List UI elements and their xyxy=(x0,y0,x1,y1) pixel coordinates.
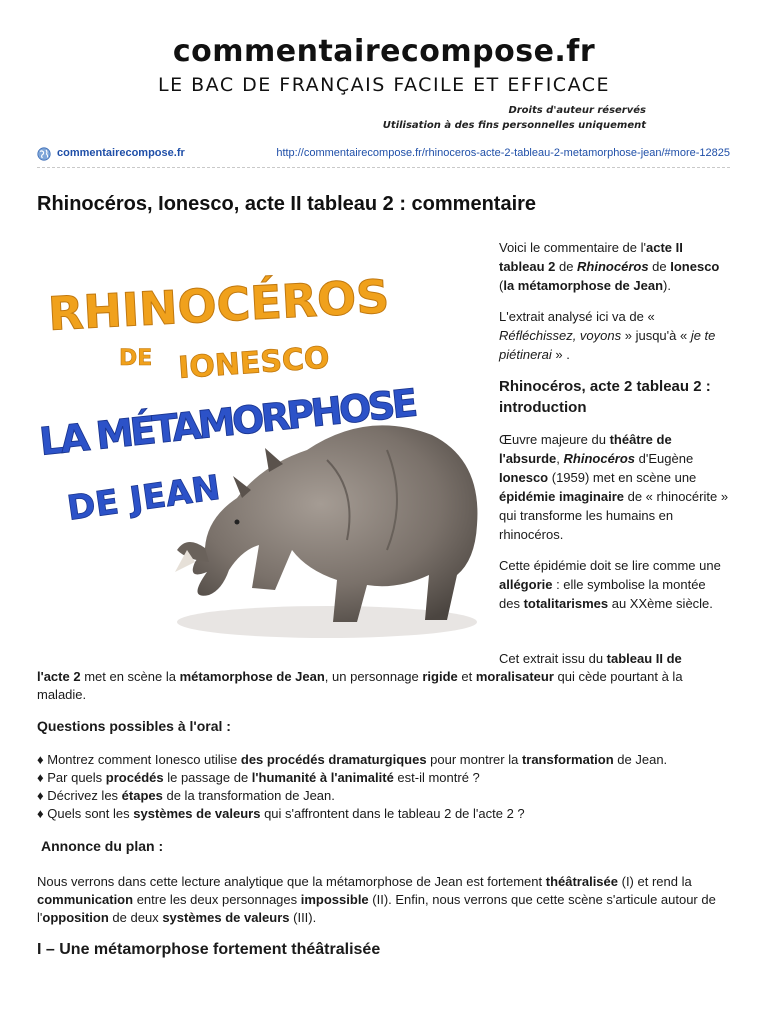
introduction-heading: Rhinocéros, acte 2 tableau 2 : introduction xyxy=(499,378,711,416)
part-one-heading: I – Une métamorphose fortement théâtralisée xyxy=(37,941,381,958)
globe-icon xyxy=(37,147,51,161)
allegory-paragraph: Cette épidémie doit se lire comme une allégorie : elle symbolise la montée des totalitarismes au XXème siècle. xyxy=(499,558,721,611)
image-title-metamorphose: LA MÉTAMORPHOSE xyxy=(37,380,420,464)
extract-presentation-paragraph: Cet extrait issu du tableau II de l'acte 2 met en scène la métamorphose de Jean, un personnage rigide et moralisateur qui cède pourtant à la maladie. xyxy=(37,651,683,702)
rhino-illustration xyxy=(175,425,477,638)
questions-list xyxy=(37,751,731,823)
context-paragraph: Œuvre majeure du théâtre de l'absurde, Rhinocéros d'Eugène Ionesco (1959) met en scène une épidémie imaginaire de « rhinocérite » qui transforme les humains en rhinocéros. xyxy=(499,432,729,542)
list-item: ♦ Quels sont les systèmes de valeurs qui s'affrontent dans le tableau 2 de l'acte 2 ? xyxy=(37,806,525,821)
questions-heading: Questions possibles à l'oral : xyxy=(37,718,231,734)
image-title-de: DE xyxy=(119,346,153,371)
site-tagline: LE BAC DE FRANÇAIS FACILE ET EFFICACE xyxy=(157,74,610,96)
intro-paragraph: Voici le commentaire de l'acte II tableau 2 de Rhinocéros de Ionesco (la métamorphose de Jean). xyxy=(499,240,720,293)
header-divider xyxy=(37,167,730,168)
image-title-rhinoceros: RHINOCÉROS xyxy=(46,269,391,341)
side-column xyxy=(499,238,729,625)
plan-heading: Annonce du plan : xyxy=(41,838,164,854)
plan-paragraph: Nous verrons dans cette lecture analytique que la métamorphose de Jean est fortement théâtralisée (I) et rend la communication entre les deux personnages impossible (II). Enfin, nous verrons que cette scène s'articule autour de l'opposition de deux systèmes de valeurs (III). xyxy=(37,874,716,925)
article-title: Rhinocéros, Ionesco, acte II tableau 2 : commentaire xyxy=(37,193,537,215)
image-title-ionesco: IONESCO xyxy=(177,340,331,386)
url-bar xyxy=(37,146,730,168)
site-link[interactable]: commentairecompose.fr xyxy=(57,147,185,159)
list-item: ♦ Décrivez les étapes de la transformation de Jean. xyxy=(37,788,335,803)
image-title-de-jean: DE JEAN xyxy=(64,467,223,529)
list-item: ♦ Montrez comment Ionesco utilise des procédés dramaturgiques pour montrer la transformation de Jean. xyxy=(37,752,668,767)
rights-line-2: Utilisation à des fins personnelles uniquement xyxy=(382,120,646,131)
rights-notice xyxy=(383,103,646,133)
list-item: ♦ Par quels procédés le passage de l'humanité à l'animalité est-il montré ? xyxy=(37,770,480,785)
extract-paragraph: L'extrait analysé ici va de « Réfléchissez, voyons » jusqu'à « je te piétinerai » . xyxy=(499,309,716,362)
page-url-link[interactable]: http://commentairecompose.fr/rhinoceros-acte-2-tableau-2-metamorphose-jean/#more-12825 xyxy=(276,147,730,159)
article-illustration xyxy=(37,250,481,655)
rights-line-1: Droits d'auteur réservés xyxy=(508,105,646,116)
site-title: commentairecompose.fr xyxy=(172,34,596,69)
